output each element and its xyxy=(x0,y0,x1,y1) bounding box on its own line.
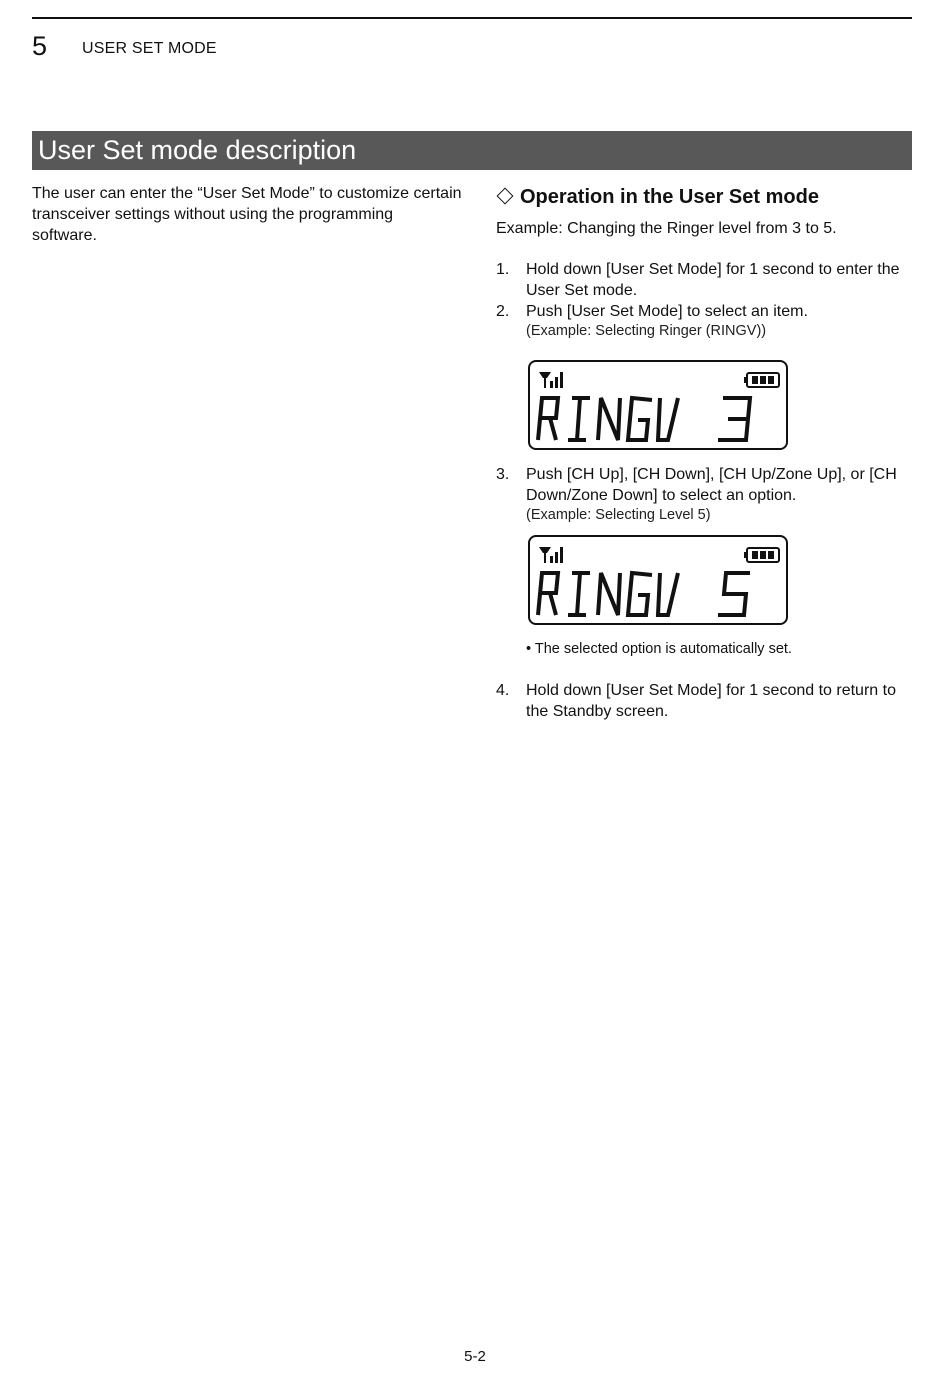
operation-heading xyxy=(496,184,819,210)
step-3 xyxy=(496,464,916,525)
step-text: Hold down [User Set Mode] for 1 second to return to the Standby screen. xyxy=(526,682,896,720)
chapter-number: 5 xyxy=(32,31,48,61)
step-note: (Example: Selecting Ringer (RINGV)) xyxy=(526,323,767,339)
chapter-title: USER SET MODE xyxy=(82,40,217,57)
step-number: 3. xyxy=(496,466,510,483)
header-rule xyxy=(32,17,912,19)
lcd-display-level-3 xyxy=(528,360,788,450)
bullet-note: • The selected option is automatically set. xyxy=(526,641,792,657)
step-2 xyxy=(496,301,916,341)
lcd-display-level-5 xyxy=(528,535,788,625)
step-note: (Example: Selecting Level 5) xyxy=(526,507,711,523)
operation-heading-text: Operation in the User Set mode xyxy=(520,186,819,208)
example-text: Example: Changing the Ringer level from 3 to 5. xyxy=(496,220,837,237)
section-title-bar xyxy=(32,131,912,170)
step-text: Hold down [User Set Mode] for 1 second to enter the User Set mode. xyxy=(526,261,900,299)
diamond-icon xyxy=(497,188,514,205)
page-number: 5-2 xyxy=(464,1348,486,1365)
step-text: Push [CH Up], [CH Down], [CH Up/Zone Up], or [CH Down/Zone Down] to select an option. xyxy=(526,466,897,504)
step-number: 4. xyxy=(496,682,510,699)
step-1 xyxy=(496,259,916,301)
step-text: Push [User Set Mode] to select an item. xyxy=(526,303,808,320)
step-number: 2. xyxy=(496,303,510,320)
section-title: User Set mode description xyxy=(38,135,357,165)
step-4 xyxy=(496,680,916,722)
intro-paragraph: The user can enter the “User Set Mode” to customize certain transceiver settings without using the programming software. xyxy=(32,185,462,244)
step-number: 1. xyxy=(496,261,510,278)
